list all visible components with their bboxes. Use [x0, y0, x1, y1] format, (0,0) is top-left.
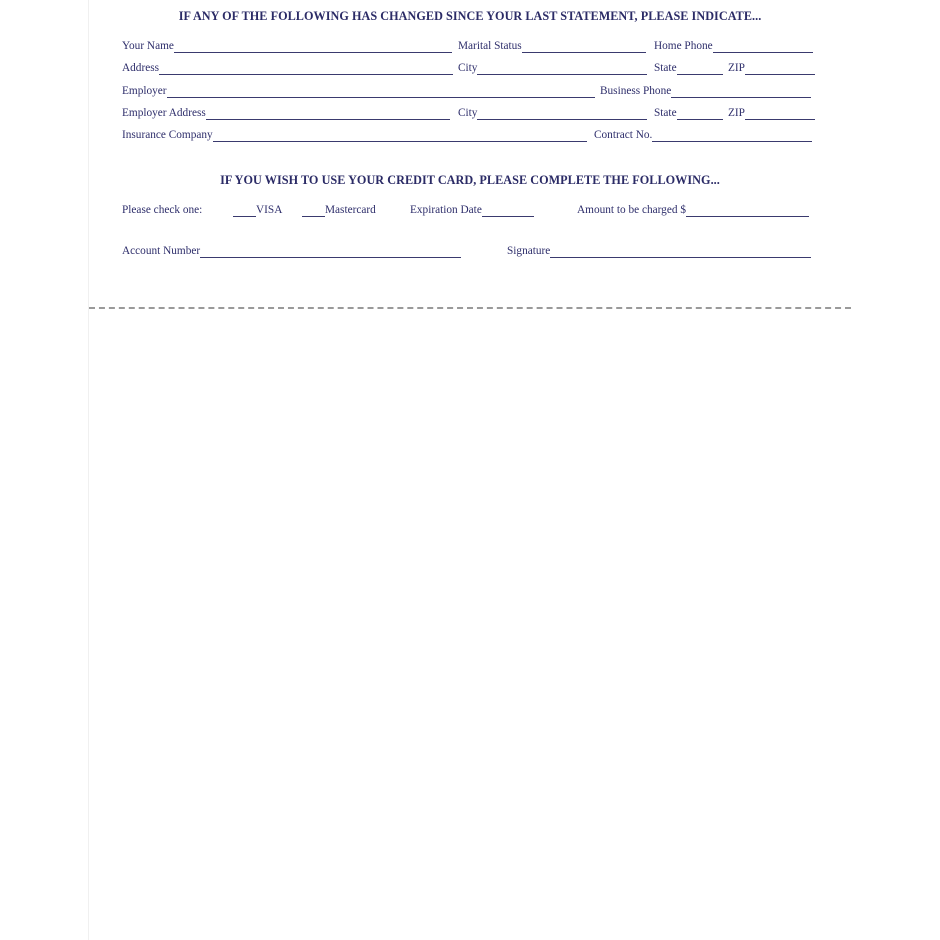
amount-label: Amount to be charged $	[577, 204, 686, 216]
state-line[interactable]	[677, 64, 723, 75]
employer-zip-label: ZIP	[728, 107, 745, 119]
your-name-field[interactable]	[122, 39, 452, 53]
employer-address-label: Employer Address	[122, 107, 206, 119]
home-phone-label: Home Phone	[654, 40, 713, 52]
insurance-company-field[interactable]	[122, 128, 587, 142]
row-employer-address	[122, 106, 816, 122]
address-line[interactable]	[159, 64, 453, 75]
employer-city-line[interactable]	[477, 109, 647, 120]
row-card-type	[122, 203, 816, 219]
visa-label: VISA	[256, 204, 283, 216]
employer-zip-field[interactable]	[728, 106, 815, 120]
business-phone-field[interactable]	[600, 84, 811, 98]
employer-city-label: City	[458, 107, 478, 119]
zip-line[interactable]	[745, 64, 815, 75]
employer-state-label: State	[654, 107, 677, 119]
business-phone-line[interactable]	[671, 87, 811, 98]
employer-zip-line[interactable]	[745, 109, 815, 120]
amount-line[interactable]	[686, 206, 809, 217]
account-number-field[interactable]	[122, 244, 461, 258]
city-field[interactable]	[458, 61, 647, 75]
row-account	[122, 244, 816, 260]
employer-state-field[interactable]	[654, 106, 723, 120]
employer-line[interactable]	[167, 87, 595, 98]
contract-no-label: Contract No.	[594, 129, 653, 141]
expiration-date-field[interactable]	[410, 203, 534, 217]
row-insurance	[122, 128, 816, 144]
account-number-label: Account Number	[122, 245, 201, 257]
row-address	[122, 61, 816, 77]
your-name-line[interactable]	[174, 42, 452, 53]
account-number-line[interactable]	[200, 247, 461, 258]
signature-field[interactable]	[507, 244, 811, 258]
employer-label: Employer	[122, 85, 167, 97]
business-phone-label: Business Phone	[600, 85, 672, 97]
employer-address-field[interactable]	[122, 106, 450, 120]
marital-status-field[interactable]	[458, 39, 646, 53]
address-label: Address	[122, 62, 160, 74]
zip-field[interactable]	[728, 61, 815, 75]
city-line[interactable]	[477, 64, 647, 75]
check-one-label: Please check one:	[122, 204, 203, 216]
tear-off-dashed-line	[89, 307, 851, 309]
mastercard-check-line[interactable]	[302, 206, 325, 217]
employer-field[interactable]	[122, 84, 595, 98]
marital-status-label: Marital Status	[458, 40, 522, 52]
address-field[interactable]	[122, 61, 453, 75]
home-phone-field[interactable]	[654, 39, 813, 53]
visa-check-line[interactable]	[233, 206, 256, 217]
employer-state-line[interactable]	[677, 109, 723, 120]
mastercard-option[interactable]	[302, 203, 376, 217]
expiration-date-line[interactable]	[482, 206, 534, 217]
signature-line[interactable]	[550, 247, 811, 258]
row-name	[122, 39, 816, 55]
state-label: State	[654, 62, 677, 74]
city-label: City	[458, 62, 478, 74]
state-field[interactable]	[654, 61, 723, 75]
page-edge	[88, 0, 89, 940]
row-employer	[122, 84, 816, 100]
expiration-date-label: Expiration Date	[410, 204, 482, 216]
your-name-label: Your Name	[122, 40, 174, 52]
contract-no-line[interactable]	[652, 131, 812, 142]
marital-status-line[interactable]	[522, 42, 646, 53]
mastercard-label: Mastercard	[325, 204, 376, 216]
home-phone-line[interactable]	[713, 42, 813, 53]
amount-field[interactable]	[577, 203, 809, 217]
credit-heading: IF YOU WISH TO USE YOUR CREDIT CARD, PLEASE COMPLETE THE FOLLOWING...	[220, 173, 720, 187]
insurance-company-line[interactable]	[213, 131, 587, 142]
zip-label: ZIP	[728, 62, 745, 74]
contract-no-field[interactable]	[594, 128, 812, 142]
employer-city-field[interactable]	[458, 106, 647, 120]
changes-heading: IF ANY OF THE FOLLOWING HAS CHANGED SINCE YOUR LAST STATEMENT, PLEASE INDICATE...	[178, 9, 762, 23]
employer-address-line[interactable]	[206, 109, 450, 120]
visa-option[interactable]	[233, 203, 282, 217]
signature-label: Signature	[507, 245, 551, 257]
insurance-company-label: Insurance Company	[122, 129, 213, 141]
